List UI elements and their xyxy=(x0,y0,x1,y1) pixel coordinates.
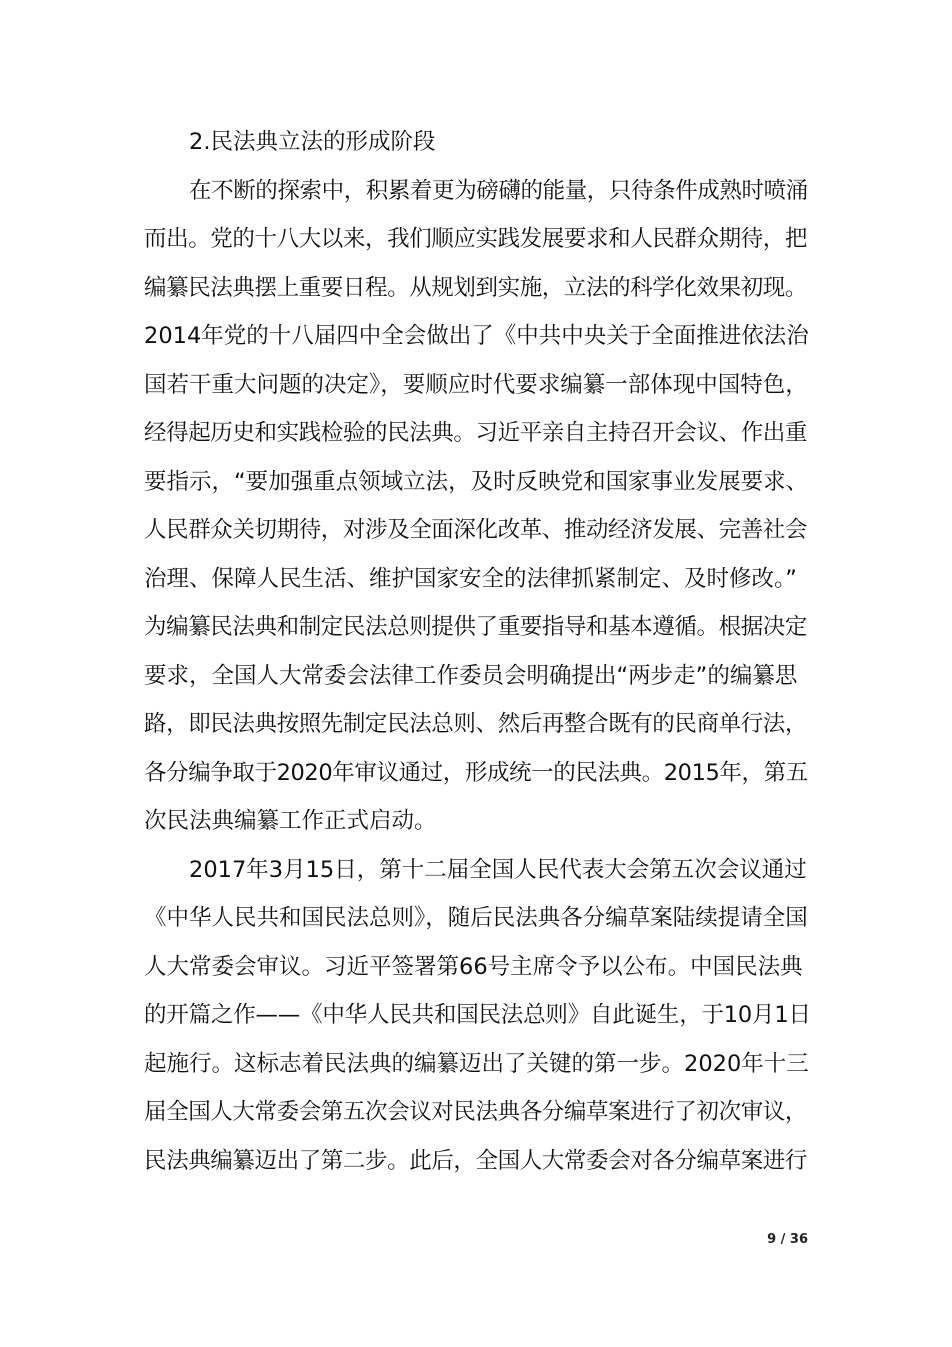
text-line: 要求，全国人大常委会法律工作委员会明确提出“两步走”的编纂思 xyxy=(144,662,798,689)
text-line: 路，即民法典按照先制定民法总则、然后再整合既有的民商单行法， xyxy=(144,711,808,737)
text-line: 2017年3月15日，第十二届全国人民代表大会第五次会议通过 xyxy=(189,856,807,883)
text-line: 民法典编纂迈出了第二步。此后，全国人大常委会对各分编草案进行 xyxy=(144,1147,808,1174)
text-line: 要指示，“要加强重点领域立法，及时反映党和国家事业发展要求、 xyxy=(144,468,809,495)
text-line: 2.民法典立法的形成阶段 xyxy=(189,129,436,155)
document-body xyxy=(144,118,812,1185)
text-line: 届全国人大常委会第五次会议对民法典各分编草案进行了初次审议， xyxy=(144,1099,808,1125)
text-line: 为编纂民法典和制定民法总则提供了重要指导和基本遵循。根据决定 xyxy=(144,614,808,640)
text-line: 经得起历史和实践检验的民法典。习近平亲自主持召开会议、作出重 xyxy=(144,420,808,446)
text-line: 编纂民法典摆上重要日程。从规划到实施，立法的科学化效果初现。 xyxy=(144,274,808,301)
text-line: 人大常委会审议。习近平签署第66号主席令予以公布。中国民法典 xyxy=(144,953,803,980)
text-line: 各分编争取于2020年审议通过，形成统一的民法典。2015年，第五 xyxy=(144,759,808,786)
text-line: 次民法典编纂工作正式启动。 xyxy=(144,808,437,834)
text-line: 2014年党的十八届四中全会做出了《中共中央关于全面推进依法治 xyxy=(144,323,809,349)
text-line: 的开篇之作——《中华人民共和国民法总则》自此诞生，于10月1日 xyxy=(144,1002,811,1028)
text-line: 治理、保障人民生活、维护国家安全的法律抓紧制定、及时修改。” xyxy=(144,565,797,592)
text-line: 在不断的探索中，积累着更为磅礴的能量，只待条件成熟时喷涌 xyxy=(189,177,808,204)
text-line: 国若干重大问题的决定》，要顺应时代要求编纂一部体现中国特色， xyxy=(144,371,808,398)
text-line: 起施行。这标志着民法典的编纂迈出了关键的第一步。2020年十三 xyxy=(144,1050,809,1077)
text-line: 《中华人民共和国民法总则》，随后民法典各分编草案陆续提请全国 xyxy=(144,905,808,931)
page-number: 9 / 36 xyxy=(767,1232,808,1247)
text-line: 人民群众关切期待，对涉及全面深化改革、推动经济发展、完善社会 xyxy=(144,517,808,543)
text-line: 而出。党的十八大以来，我们顺应实践发展要求和人民群众期待，把 xyxy=(144,226,808,252)
